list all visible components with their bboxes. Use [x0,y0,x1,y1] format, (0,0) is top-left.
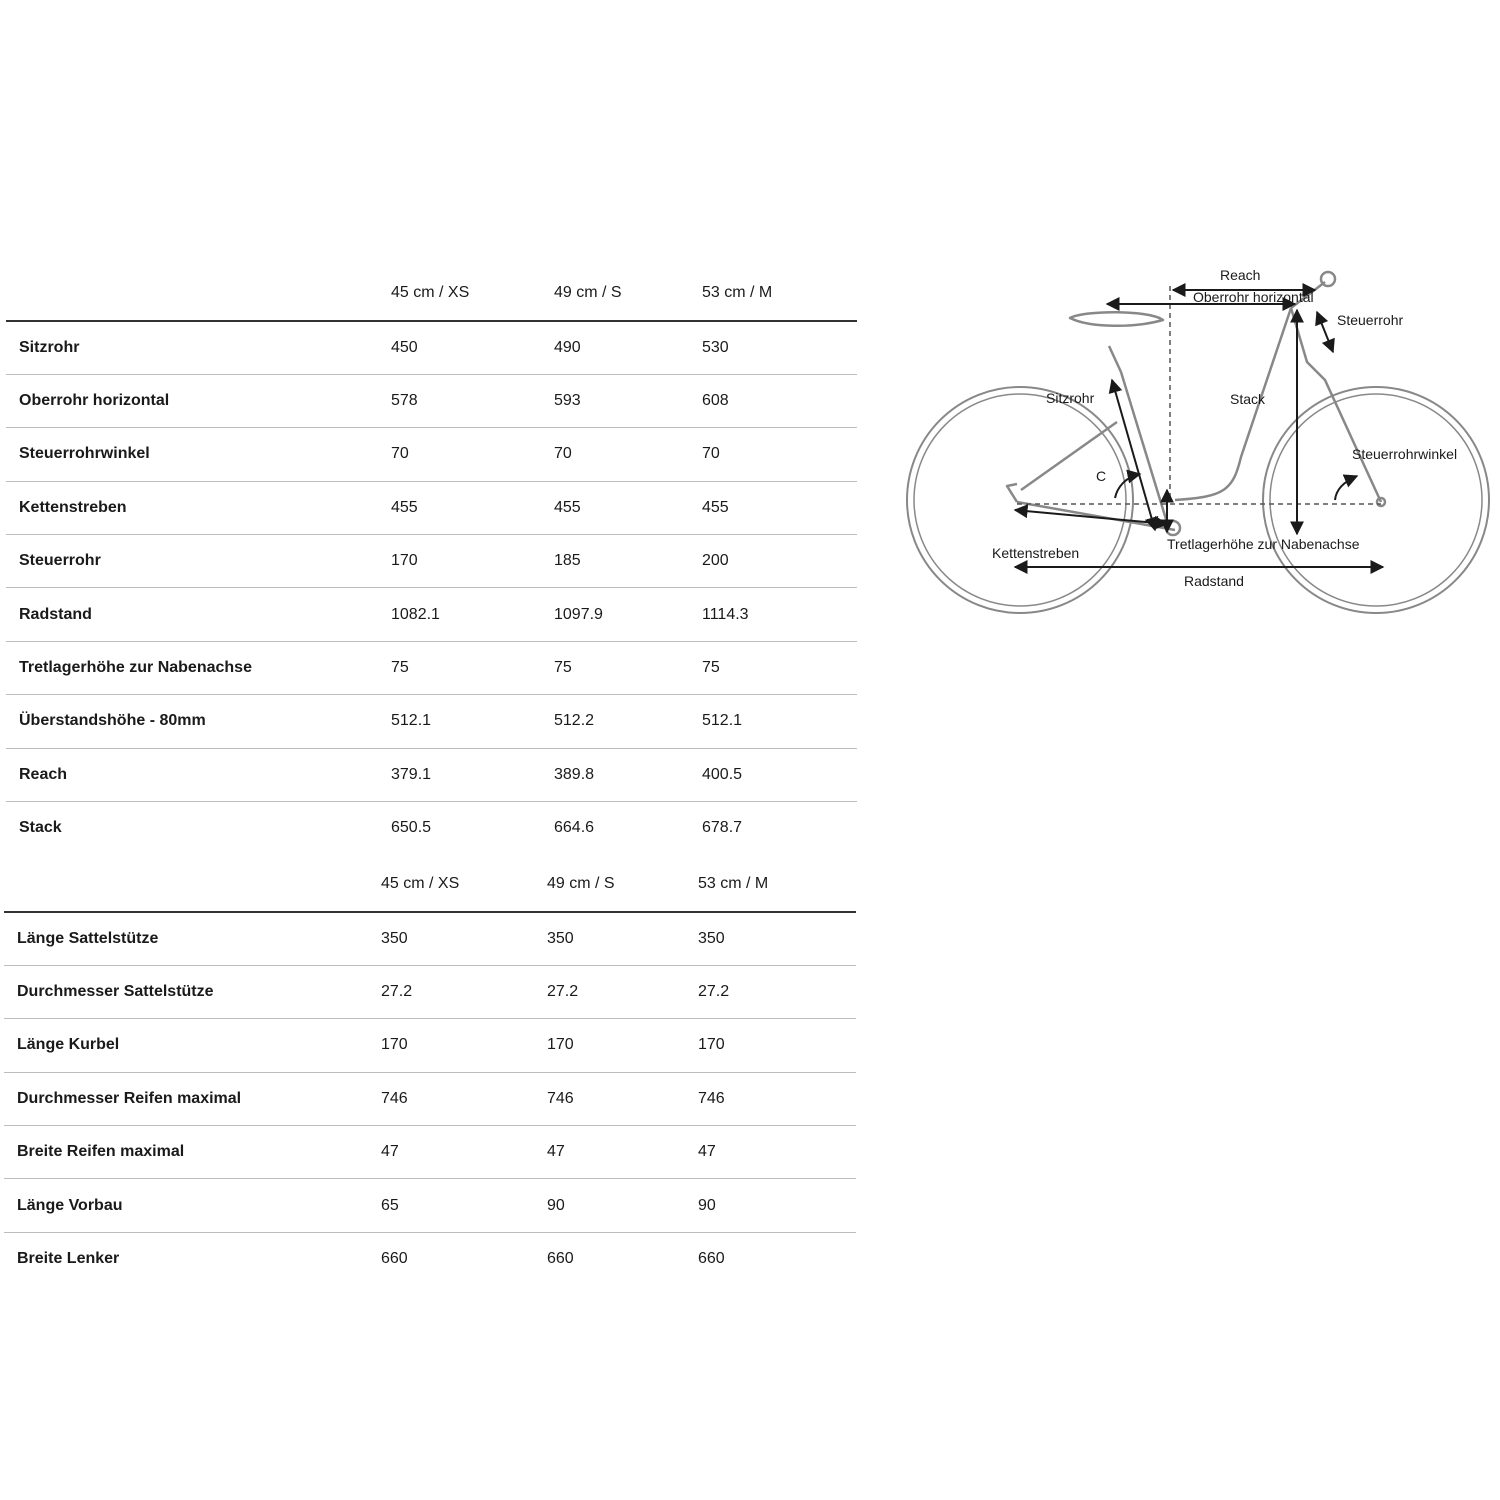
row-value: 350 [381,929,408,947]
label-reach: Reach [1220,267,1261,283]
label-seat-tube: Sitzrohr [1046,390,1095,406]
row-value: 450 [391,338,418,356]
row-value: 512.2 [554,712,595,730]
row-label: Länge Vorbau [17,1196,123,1214]
table-row [6,748,857,801]
row-label: Überstandshöhe - 80mm [19,712,206,730]
row-label: Breite Reifen maximal [17,1143,185,1161]
row-value: 530 [702,338,729,356]
size-header: 45 cm / XS [391,284,470,301]
row-label: Durchmesser Sattelstütze [17,983,214,1001]
row-label: Steuerrohrwinkel [19,445,150,463]
label-head-tube: Steuerrohr [1337,312,1404,328]
row-value: 27.2 [698,983,730,1001]
row-value: 400.5 [702,765,743,783]
row-value: 47 [698,1143,716,1161]
row-value: 746 [547,1089,574,1107]
row-label: Länge Kurbel [17,1036,120,1054]
row-value: 746 [381,1089,408,1107]
row-value: 75 [391,659,409,677]
row-label: Breite Lenker [17,1250,120,1268]
table-row [6,695,857,748]
dimension-arrows [1015,290,1383,567]
geometry-header-row [6,266,857,321]
row-value: 455 [391,498,418,516]
table-row [6,588,857,641]
label-seat-angle: C [1096,468,1107,484]
size-header: 53 cm / M [702,284,773,301]
row-value: 455 [554,498,581,516]
table-row [4,1126,856,1179]
components-table [4,857,856,1286]
bike-geometry-diagram [895,262,1495,622]
size-header: 53 cm / M [698,875,769,892]
label-stack: Stack [1230,391,1266,407]
row-value: 608 [702,392,729,410]
row-value: 350 [547,929,574,947]
row-value: 1097.9 [554,605,603,623]
size-header: 49 cm / S [547,875,615,892]
row-value: 660 [381,1250,408,1268]
row-value: 350 [698,929,725,947]
row-value: 578 [391,392,418,410]
row-value: 75 [702,659,720,677]
row-value: 75 [554,659,572,677]
table-row [6,535,857,588]
row-label: Sitzrohr [19,338,80,356]
table-row [6,481,857,534]
header-empty [4,857,381,912]
table-row [4,1072,856,1125]
rear-wheel [907,387,1133,613]
row-value: 27.2 [547,983,579,1001]
row-value: 185 [554,552,581,570]
row-value: 650.5 [391,819,432,837]
row-label: Durchmesser Reifen maximal [17,1089,242,1107]
row-value: 512.1 [702,712,743,730]
row-value: 389.8 [554,765,595,783]
geometry-table [6,266,857,855]
row-value: 70 [391,445,409,463]
row-value: 170 [698,1036,725,1054]
row-label: Kettenstreben [19,498,127,516]
row-value: 664.6 [554,819,595,837]
row-label: Steuerrohr [19,552,101,570]
row-value: 27.2 [381,983,413,1001]
table-row [4,965,856,1018]
row-value: 455 [702,498,729,516]
table-row [6,321,857,374]
row-label: Reach [19,765,68,783]
row-value: 170 [391,552,418,570]
row-label: Länge Sattelstütze [17,929,159,947]
label-head-angle: Steuerrohrwinkel [1352,446,1458,462]
row-value: 90 [547,1196,565,1214]
header-empty [6,266,391,321]
row-label: Radstand [19,605,92,623]
row-value: 65 [381,1196,399,1214]
row-value: 660 [547,1250,574,1268]
size-header: 49 cm / S [554,284,622,301]
row-label: Tretlagerhöhe zur Nabenachse [19,659,252,677]
components-header-row [4,857,856,912]
label-top-tube: Oberrohr horizontal [1193,289,1314,305]
row-value: 170 [547,1036,574,1054]
row-value: 90 [698,1196,716,1214]
row-value: 200 [702,552,729,570]
row-value: 512.1 [391,712,432,730]
row-value: 170 [381,1036,408,1054]
row-label: Stack [19,819,62,837]
row-value: 746 [698,1089,725,1107]
row-label: Oberrohr horizontal [19,392,170,410]
table-row [4,1019,856,1072]
label-chainstay: Kettenstreben [992,545,1080,561]
row-value: 47 [381,1143,399,1161]
size-header: 45 cm / XS [381,875,460,892]
row-value: 678.7 [702,819,743,837]
label-wheelbase: Radstand [1184,573,1244,589]
table-row [4,912,856,965]
table-row [6,641,857,694]
row-value: 660 [698,1250,725,1268]
row-value: 70 [554,445,572,463]
row-value: 379.1 [391,765,432,783]
row-value: 1114.3 [702,605,749,623]
row-value: 70 [702,445,720,463]
table-row [4,1179,856,1232]
row-value: 47 [547,1143,565,1161]
table-row [6,428,857,481]
row-value: 1082.1 [391,605,440,623]
row-value: 593 [554,392,581,410]
label-bb-drop: Tretlagerhöhe zur Nabenachse [1167,536,1360,552]
table-row [6,802,857,855]
table-row [4,1232,856,1285]
row-value: 490 [554,338,581,356]
table-row [6,374,857,427]
